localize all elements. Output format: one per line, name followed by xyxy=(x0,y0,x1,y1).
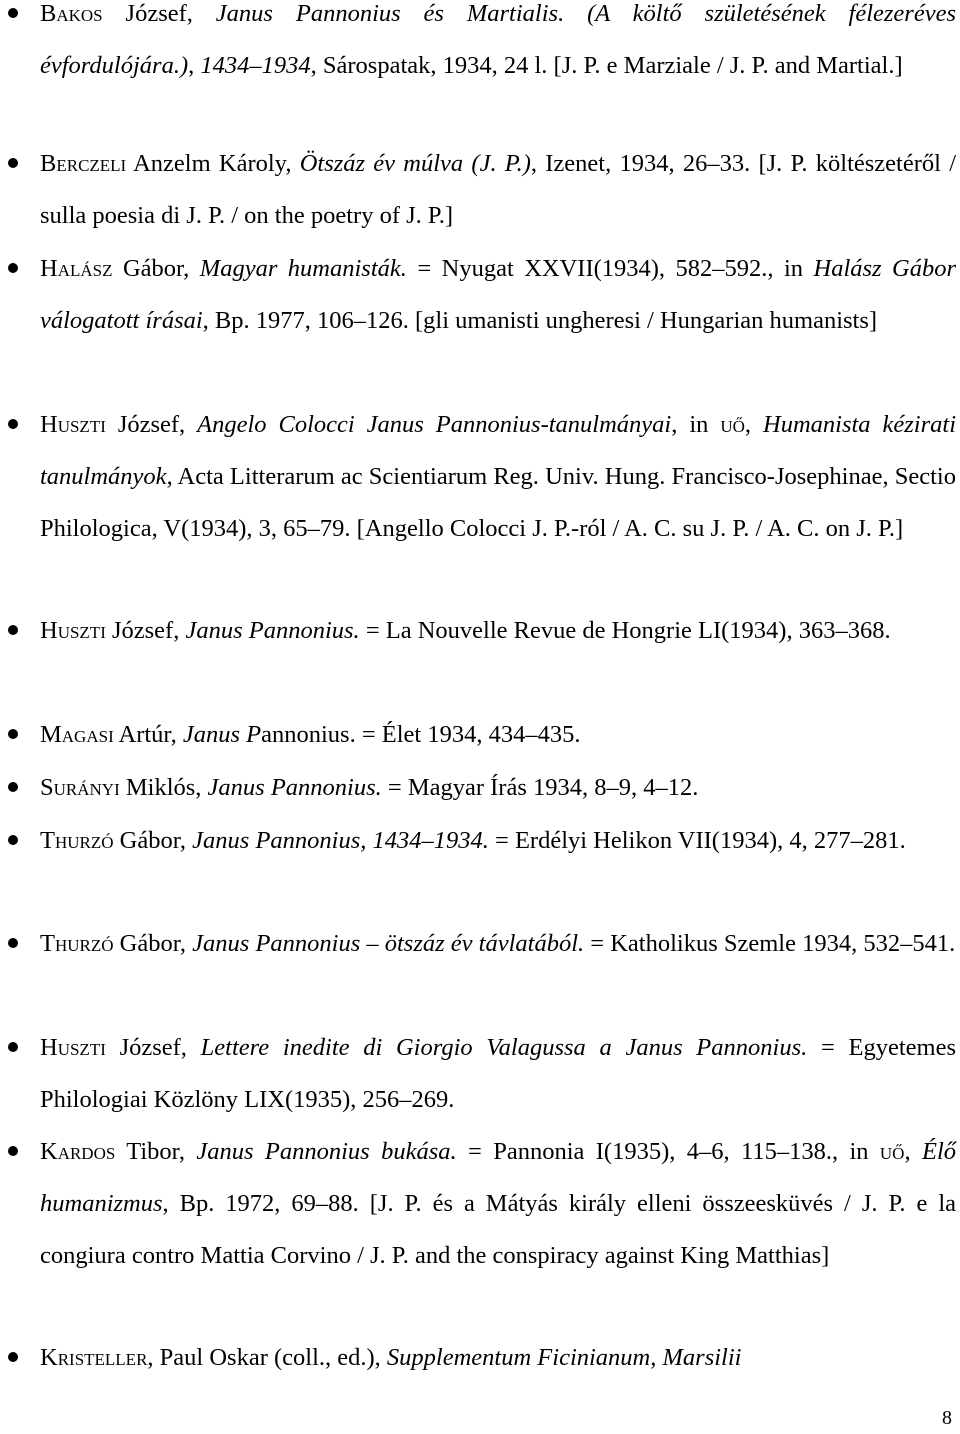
author-name: Huszti xyxy=(40,411,106,438)
citation-text: = Nyugat XXVII(1934), 582–592., in xyxy=(406,255,814,282)
title-text: Humanista kézirati tanulmányok xyxy=(40,411,956,490)
title-text: Élő humanizmus xyxy=(40,1138,957,1217)
citation-text: = La Nouvelle Revue de Hongrie LI(1934), 363–368. xyxy=(359,617,891,644)
author-name: uő xyxy=(720,411,745,438)
bibliography-entry xyxy=(40,918,956,970)
citation-text: , Paul Oskar (coll., ed.), xyxy=(147,1344,387,1371)
citation-text: , Bp. 1972, 69–88. [J. P. és a Mátyás király elleni összeesküvés / J. P. e la congiura contro Mattia Corvino / J. P. and the conspiracy against King Matthias] xyxy=(40,1190,956,1269)
citation-text: Artúr, xyxy=(113,721,183,748)
bibliography-entry xyxy=(40,0,956,92)
page-number: 8 xyxy=(942,1407,952,1429)
author-name: Huszti xyxy=(40,617,106,644)
citation-text: , xyxy=(188,52,201,79)
bibliography-entry xyxy=(40,243,956,347)
author-name: Surányi xyxy=(40,774,120,801)
author-name: uő xyxy=(879,1138,905,1165)
bibliography-entry xyxy=(40,1332,956,1384)
citation-text: Tibor, xyxy=(115,1138,197,1165)
title-text: 1434–1934 xyxy=(200,52,311,79)
title-text: Lettere inedite di Giorgio Valagussa a Janus Pannonius. xyxy=(200,1034,808,1061)
title-text: Halász Gábor válogatott írásai xyxy=(40,255,957,334)
title-text: Janus Pannonius. xyxy=(207,774,382,801)
title-text: Janus Pannonius, 1434–1934. xyxy=(192,827,489,854)
citation-text: , Izenet, 1934, 26–33. [J. P. költészetéről / sulla poesia di J. P. / on the poetry of J. P.] xyxy=(40,150,956,229)
bibliography-entry xyxy=(40,399,956,555)
citation-text: = Egyetemes Philologiai Közlöny LIX(1935), 256–269. xyxy=(40,1034,956,1113)
citation-text: annonius. = Élet 1934, 434–435. xyxy=(261,721,581,748)
bibliography-entry xyxy=(40,762,956,814)
author-name: Bakos xyxy=(40,0,103,27)
author-name: Kardos xyxy=(40,1138,116,1165)
title-text: Janus Pannonius – ötszáz év távlatából. xyxy=(192,930,585,957)
title-text: Janus Pannonius. xyxy=(185,617,360,644)
title-text: Ötszáz év múlva (J. P.) xyxy=(299,150,531,177)
citation-text: , xyxy=(744,411,764,438)
title-text: Supplementum Ficinianum, Marsilii xyxy=(386,1344,742,1371)
title-text: Magyar humanisták. xyxy=(199,255,407,282)
citation-text: Anzelm Károly, xyxy=(126,150,300,177)
citation-text: = Magyar Írás 1934, 8–9, 4–12. xyxy=(381,774,699,801)
title-text: Janus P xyxy=(182,721,262,748)
citation-text: , Bp. 1977, 106–126. [gli umanisti ungheresi / Hungarian humanists] xyxy=(202,307,878,334)
title-text: Janus Pannonius és Martialis. (A költő születésének félezeréves évfordulójára.) xyxy=(40,0,956,79)
author-name: Magasi xyxy=(40,721,114,748)
citation-text: József, xyxy=(105,1034,201,1061)
citation-text: = Pannonia I(1935), 4–6, 115–138., in xyxy=(456,1138,880,1165)
title-text: Angelo Colocci Janus Pannonius-tanulmányai xyxy=(197,411,672,438)
bibliography-entry xyxy=(40,605,956,657)
author-name: Thurzó xyxy=(40,827,114,854)
author-name: Berczeli xyxy=(40,150,127,177)
title-text: Janus Pannonius bukása. xyxy=(196,1138,457,1165)
bibliography-entry xyxy=(40,138,956,242)
citation-text: József, xyxy=(105,617,186,644)
citation-text: = Katholikus Szemle 1934, 532–541. xyxy=(584,930,956,957)
author-name: Kristeller xyxy=(40,1344,148,1371)
bibliography-entry xyxy=(40,1022,956,1126)
citation-text: = Erdélyi Helikon VII(1934), 4, 277–281. xyxy=(488,827,906,854)
citation-text: Gábor, xyxy=(113,827,193,854)
citation-text: , in xyxy=(671,411,721,438)
citation-text: , xyxy=(904,1138,922,1165)
citation-text: Gábor, xyxy=(112,255,200,282)
citation-text: József, xyxy=(102,0,216,27)
author-name: Thurzó xyxy=(40,930,114,957)
bibliography-entry xyxy=(40,815,956,867)
citation-text: József, xyxy=(105,411,198,438)
citation-text: Gábor, xyxy=(113,930,193,957)
author-name: Halász xyxy=(40,255,113,282)
bibliography-entry xyxy=(40,1126,956,1282)
citation-text: , Sárospatak, 1934, 24 l. [J. P. e Marziale / J. P. and Martial.] xyxy=(310,52,903,79)
bibliography-entry xyxy=(40,709,956,761)
citation-text: Miklós, xyxy=(119,774,208,801)
author-name: Huszti xyxy=(40,1034,106,1061)
citation-text: , Acta Litterarum ac Scientiarum Reg. Univ. Hung. Francisco-Josephinae, Sectio Philologica, V(1934), 3, 65–79. [Angello Colocci J. P.-ról / A. C. su J. P. / A. C. on J. P.] xyxy=(40,463,956,542)
